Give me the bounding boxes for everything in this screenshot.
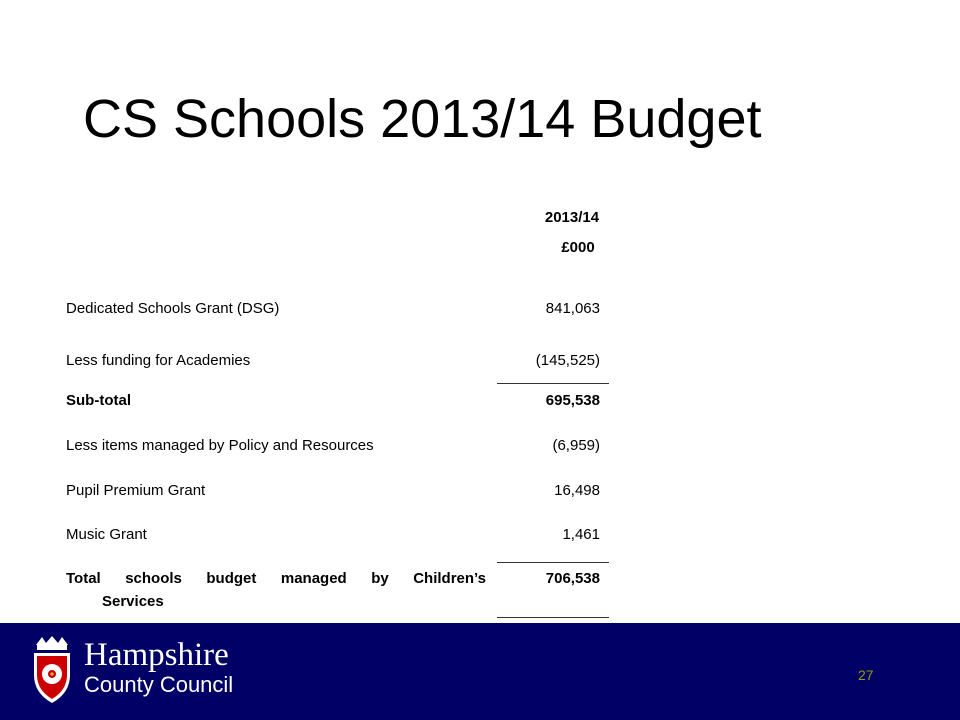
column-header-unit: £000 [561,239,595,256]
row-label: Music Grant [66,526,147,543]
table-row [66,526,608,548]
subtotal-rule [497,383,609,384]
row-value: (6,959) [552,437,600,454]
hampshire-crest-icon [30,635,74,711]
table-row [66,437,608,459]
total-label-continued: Services [102,593,164,610]
logo-subtitle: County Council [84,672,234,697]
total-value: 706,538 [545,570,600,587]
total-row [66,570,608,592]
table-row [66,352,608,374]
row-label: Less items managed by Policy and Resources [66,437,374,454]
total-bottom-rule [497,617,609,618]
page-number: 27 [858,667,874,683]
row-label: Dedicated Schools Grant (DSG) [66,300,280,317]
total-label: Total schools budget managed by Children’s [66,570,486,587]
row-value: 695,538 [545,392,600,409]
row-value: 1,461 [562,526,600,543]
total-row-continued [66,593,608,615]
row-value: (145,525) [535,352,600,369]
total-top-rule [497,562,609,563]
page-title: CS Schools 2013/14 Budget [83,89,762,149]
row-label: Sub-total [66,392,131,409]
footer-bar [0,623,960,720]
subtotal-row [66,392,608,414]
logo-wordmark: Hampshire [84,637,229,673]
row-value: 841,063 [545,300,600,317]
row-label: Pupil Premium Grant [66,482,206,499]
row-label: Less funding for Academies [66,352,251,369]
table-row [66,482,608,504]
column-header-year: 2013/14 [544,209,600,226]
row-value: 16,498 [554,482,600,499]
table-row [66,300,608,322]
